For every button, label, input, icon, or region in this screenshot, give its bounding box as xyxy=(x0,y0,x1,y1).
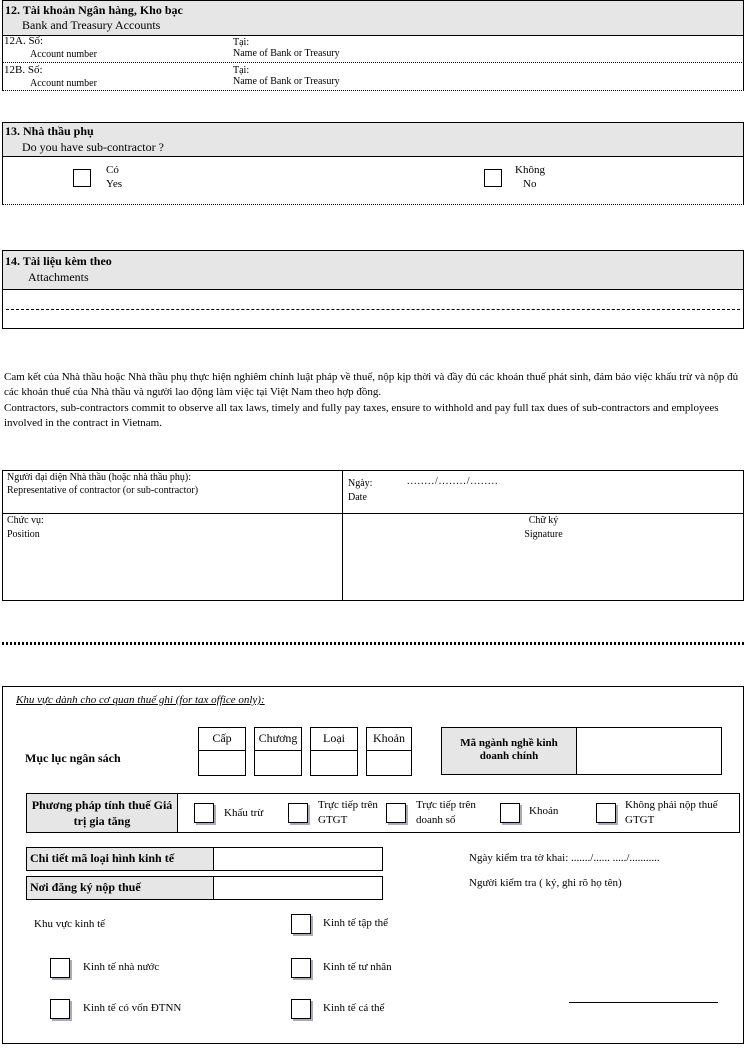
account-12a-label: Account number xyxy=(30,49,97,60)
bank-12b-tai: Tại: xyxy=(233,65,250,76)
account-12b-label: Account number xyxy=(30,78,97,89)
account-12a-number: 12A. Số: xyxy=(4,35,44,47)
chuong-label: Chương xyxy=(258,731,298,745)
sector3-label: Kinh tế tư nhân xyxy=(323,961,392,973)
no-checkbox[interactable] xyxy=(484,169,502,187)
commit-en: Contractors, sub-contractors commit to observe all tax laws, timely and fully pay taxes, ensure to withhold and pay full tax dues of sub-contractors and employees involved in the contract in Vietnam. xyxy=(4,402,719,429)
checker-label: Người kiểm tra ( ký, ghi rõ họ tên) xyxy=(469,877,622,889)
sec14-title: 14. Tài liệu kèm theo xyxy=(5,254,112,268)
khoan-field[interactable] xyxy=(366,750,412,776)
vat-opt3-checkbox[interactable] xyxy=(386,803,406,823)
cap-label: Cấp xyxy=(212,731,232,745)
vat-opt2-label: Trực tiếp trên GTGT xyxy=(318,799,378,826)
sector2-checkbox[interactable] xyxy=(50,958,70,978)
date-en: Date xyxy=(348,492,367,503)
khoan-label: Khoản xyxy=(373,731,405,745)
econ-type-label: Chi tiết mã loại hình kinh tế xyxy=(30,851,175,865)
sec12-subtitle: Bank and Treasury Accounts xyxy=(22,18,161,32)
checker-signature-line xyxy=(569,1002,718,1003)
date-field[interactable]: ......../......../........ xyxy=(407,476,499,487)
sec14-header xyxy=(2,250,744,290)
vat-opt4-label: Khoán xyxy=(529,805,559,817)
sector5-checkbox[interactable] xyxy=(291,999,311,1019)
yes-en-label: Yes xyxy=(106,178,123,190)
vat-opt5-label: Không phải nộp thuế GTGT xyxy=(625,799,718,826)
vat-opt4-checkbox[interactable] xyxy=(500,803,520,823)
vat-method-label: Phương pháp tính thuế Giá trị gia tăng xyxy=(31,798,173,828)
sec12-title: 12. Tài khoản Ngân hàng, Kho bạc xyxy=(5,3,183,17)
business-code-field[interactable] xyxy=(576,727,722,775)
yes-vn-label: Có xyxy=(106,164,119,176)
vat-opt1-label: Khấu trừ xyxy=(224,807,264,819)
sec14-subtitle: Attachments xyxy=(28,270,89,284)
cap-field[interactable] xyxy=(198,750,246,776)
bank-12b-label: Name of Bank or Treasury xyxy=(233,76,340,87)
vat-opt2-checkbox[interactable] xyxy=(288,803,308,823)
signature-en: Signature xyxy=(524,529,563,540)
commit-vn: Cam kết của Nhà thầu hoặc Nhà thầu phụ thực hiện nghiêm chỉnh luật pháp về thuế, nộp kịp thời và đầy đủ các khoản thuế phát sinh, đảm bảo việc khấu trừ và nộp đủ các khoản thuế của Nhà thầu và người lao động làm việc tại Việt Nam theo hợp đồng. xyxy=(4,371,739,398)
tax-area-title: Khu vực dành cho cơ quan thuế ghi (for tax office only): xyxy=(16,694,265,706)
sector5-label: Kinh tế cá thể xyxy=(323,1002,385,1014)
chuong-field[interactable] xyxy=(254,750,302,776)
vat-opt3-label: Trực tiếp trên doanh số xyxy=(416,799,476,826)
no-en-label: No xyxy=(523,178,537,190)
check-date[interactable]: Ngày kiểm tra tờ khai: ......./...... ...../........... xyxy=(469,852,660,864)
no-vn-label: Không xyxy=(515,164,545,176)
signature-vn: Chữ ký xyxy=(528,515,559,526)
sector4-checkbox[interactable] xyxy=(50,999,70,1019)
sector3-checkbox[interactable] xyxy=(291,958,311,978)
sec13-subtitle: Do you have sub-contractor ? xyxy=(22,140,164,154)
econ-sector-label: Khu vực kinh tế xyxy=(34,918,106,930)
position-vn: Chức vụ: xyxy=(7,515,44,526)
date-vn: Ngày: xyxy=(348,478,373,489)
bank-12a-tai: Tại: xyxy=(233,37,250,48)
rep-en: Representative of contractor (or sub-contractor) xyxy=(7,485,199,496)
tax-reg-field[interactable] xyxy=(213,876,383,900)
sec13-title: 13. Nhà thầu phụ xyxy=(5,124,94,138)
account-12b-number: 12B. Số: xyxy=(4,64,43,76)
vat-opt1-checkbox[interactable] xyxy=(194,803,214,823)
sector1-label: Kinh tế tập thể xyxy=(323,917,389,929)
sector2-label: Kinh tế nhà nước xyxy=(83,961,160,973)
vat-opt5-checkbox[interactable] xyxy=(596,803,616,823)
econ-type-field[interactable] xyxy=(213,847,383,871)
sector4-label: Kinh tế có vốn ĐTNN xyxy=(83,1002,182,1014)
yes-checkbox[interactable] xyxy=(73,169,91,187)
business-code-label: Mã ngành nghề kinh doanh chính xyxy=(460,737,558,762)
tax-reg-label: Nơi đăng ký nộp thuế xyxy=(30,880,141,894)
position-en: Position xyxy=(7,529,40,540)
loai-field[interactable] xyxy=(310,750,358,776)
rep-vn: Người đại diện Nhà thầu (hoặc nhà thầu phụ): xyxy=(7,472,191,483)
loai-label: Loại xyxy=(323,731,345,745)
sector1-checkbox[interactable] xyxy=(291,914,311,934)
budget-label: Mục lục ngân sách xyxy=(25,751,121,765)
separator xyxy=(2,642,744,645)
bank-12a-label: Name of Bank or Treasury xyxy=(233,48,340,59)
